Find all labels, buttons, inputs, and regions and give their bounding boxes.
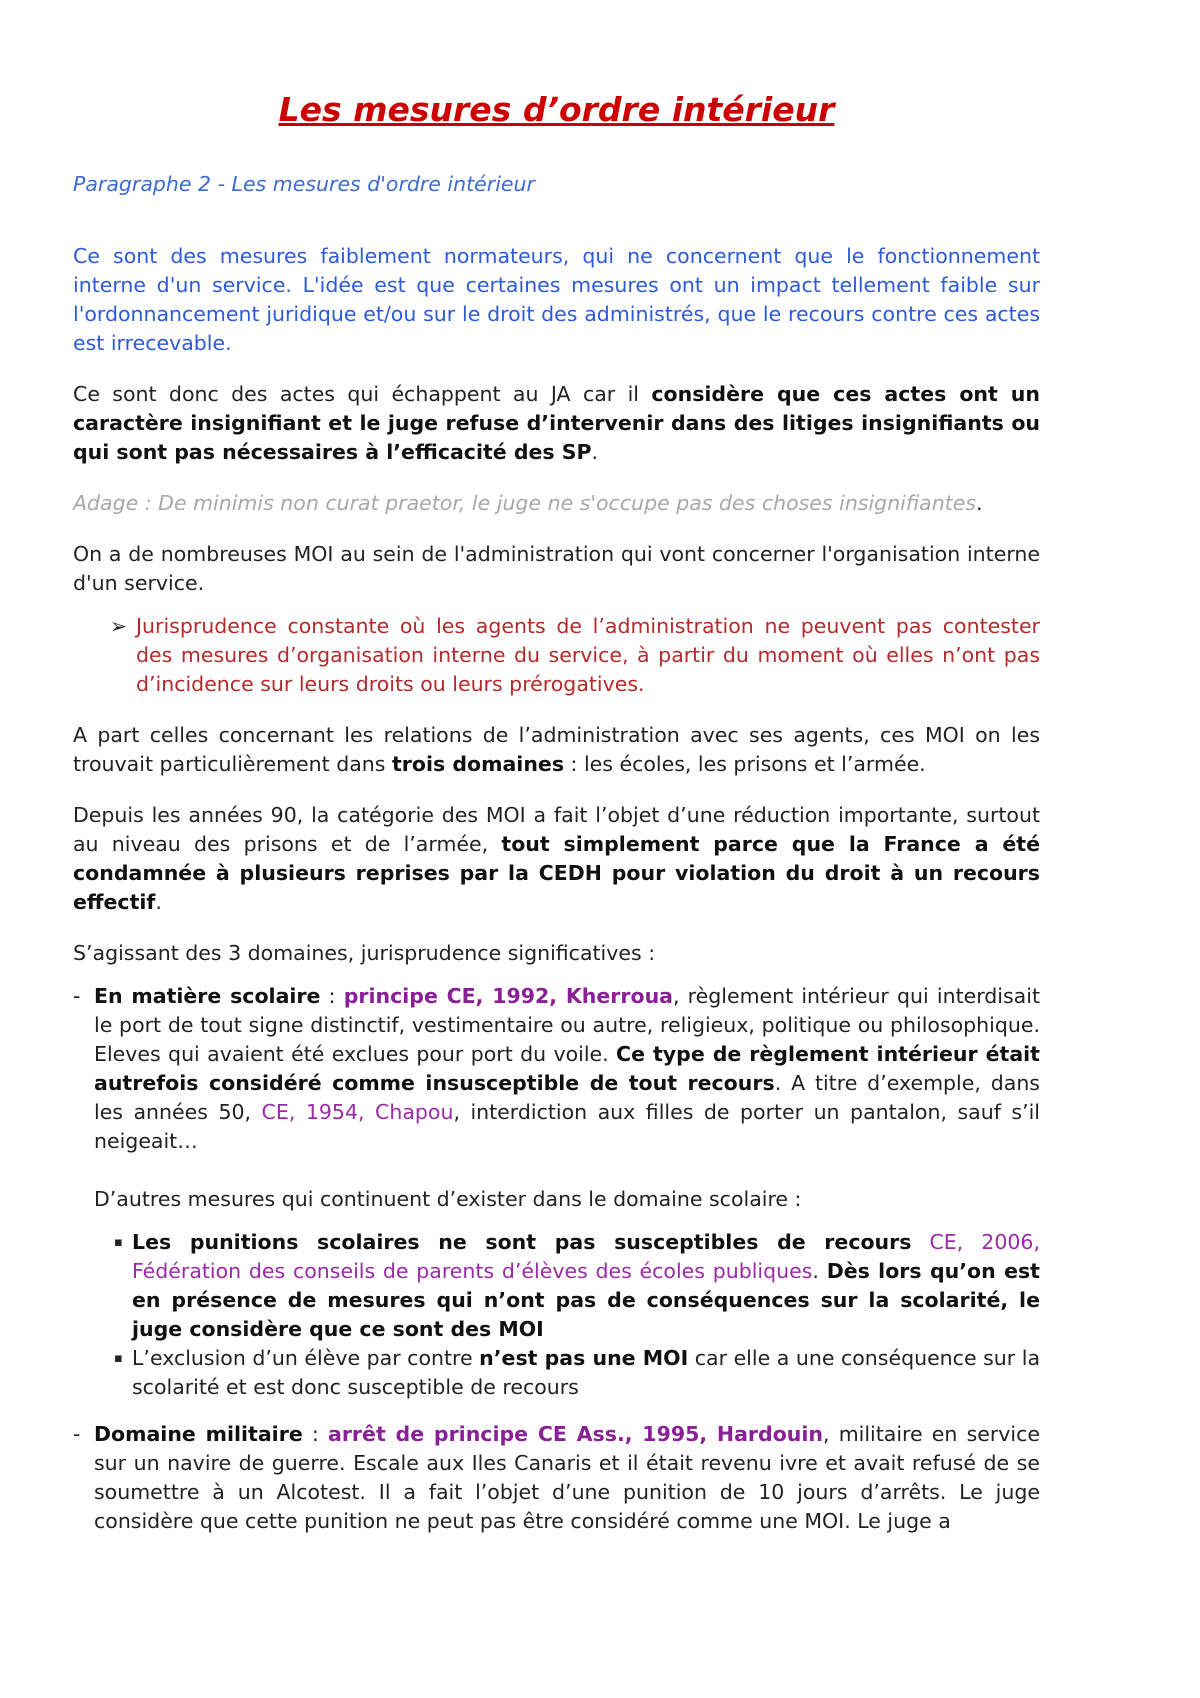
adage-paragraph: Adage : De minimis non curat praetor, le juge ne s'occupe pas des choses insignifiantes. — [73, 491, 983, 515]
paragraph-moi: On a de nombreuses MOI au sein de l'administration qui vont concerner l'organisation interne d'un service. — [73, 542, 1040, 595]
square-bullet-icon: ▪ — [114, 1351, 123, 1366]
paragraph-domaines: A part celles concernant les relations de l’administration avec ses agents, ces MOI on les trouvait particulièrement dans trois domaines : les écoles, les prisons et l’armée. — [73, 723, 1040, 776]
bullet-item-punitions: ▪ Les punitions scolaires ne sont pas susceptibles de recours CE, 2006, Fédération des conseils de parents d’élèves des écoles publiques. Dès lors qu’on est en présence de mesures qui n’ont pas de conséquences sur la scolarité, le juge considère que ce sont des MOI — [114, 1230, 1040, 1341]
dash-bullet-icon: - — [73, 984, 81, 1008]
section-subtitle: Paragraphe 2 - Les mesures d'ordre intérieur — [73, 172, 535, 196]
scolaire-sub-intro: D’autres mesures qui continuent d’exister dans le domaine scolaire : — [94, 1187, 802, 1211]
document-page — [73, 88, 1040, 1536]
dash-bullet-icon: - — [73, 1422, 81, 1446]
intro-paragraph: Ce sont des mesures faiblement normateurs, qui ne concernent que le fonctionnement interne d'un service. L'idée est que certaines mesures ont un impact tellement faible sur l'ordonnancement juridique et/ou sur le droit des administrés, que le recours contre ces actes est irrecevable. — [73, 244, 1040, 355]
paragraph-jurisprudence: S’agissant des 3 domaines, jurisprudence significatives : — [73, 941, 656, 965]
paragraph-ja: Ce sont donc des actes qui échappent au JA car il considère que ces actes ont un caractère insignifiant et le juge refuse d’intervenir dans des litiges insignifiants ou qui sont pas nécessaires à l’efficacité des SP. — [73, 382, 1040, 464]
document-title: Les mesures d’ordre intérieur — [278, 90, 835, 129]
bullet-item-exclusion: ▪ L’exclusion d’un élève par contre n’est pas une MOI car elle a une conséquence sur la scolarité et est donc susceptible de recours — [114, 1346, 1041, 1399]
square-bullet-icon: ▪ — [114, 1235, 123, 1250]
paragraph-cedh: Depuis les années 90, la catégorie des MOI a fait l’objet d’une réduction importante, surtout au niveau des prisons et de l’armée, tout simplement parce que la France a été condamnée à plusieurs reprises par la CEDH pour violation du droit à un recours effectif. — [73, 803, 1040, 914]
dash-item-militaire: - Domaine militaire : arrêt de principe CE Ass., 1995, Hardouin, militaire en service sur un navire de guerre. Escale aux Iles Canaris et il était revenu ivre et avait refusé de se soumettre à un Alcotest. Il a fait l’objet d’une punition de 10 jours d’arrêts. Le juge considère que cette punition ne peut pas être considéré comme une MOI. Le juge a — [73, 1422, 1041, 1533]
arrow-bullet-icon: ➢ — [110, 614, 128, 638]
dash-item-scolaire: - En matière scolaire : principe CE, 1992, Kherroua, règlement intérieur qui interdisait le port de tout signe distinctif, vestimentaire ou autre, religieux, politique ou philosophique. Eleves qui avaient été exclues pour port du voile. Ce type de règlement intérieur était autrefois considéré comme insusceptible de tout recours. A titre d’exemple, dans les années 50, CE, 1954, Chapou, interdiction aux filles de porter un pantalon, sauf s’il neigeait… — [73, 984, 1041, 1153]
arrow-list-item: ➢ Jurisprudence constante où les agents de l’administration ne peuvent pas contester des mesures d’organisation interne du service, à partir du moment où elles n’ont pas d’incidence sur leurs droits ou leurs prérogatives. — [110, 614, 1040, 696]
